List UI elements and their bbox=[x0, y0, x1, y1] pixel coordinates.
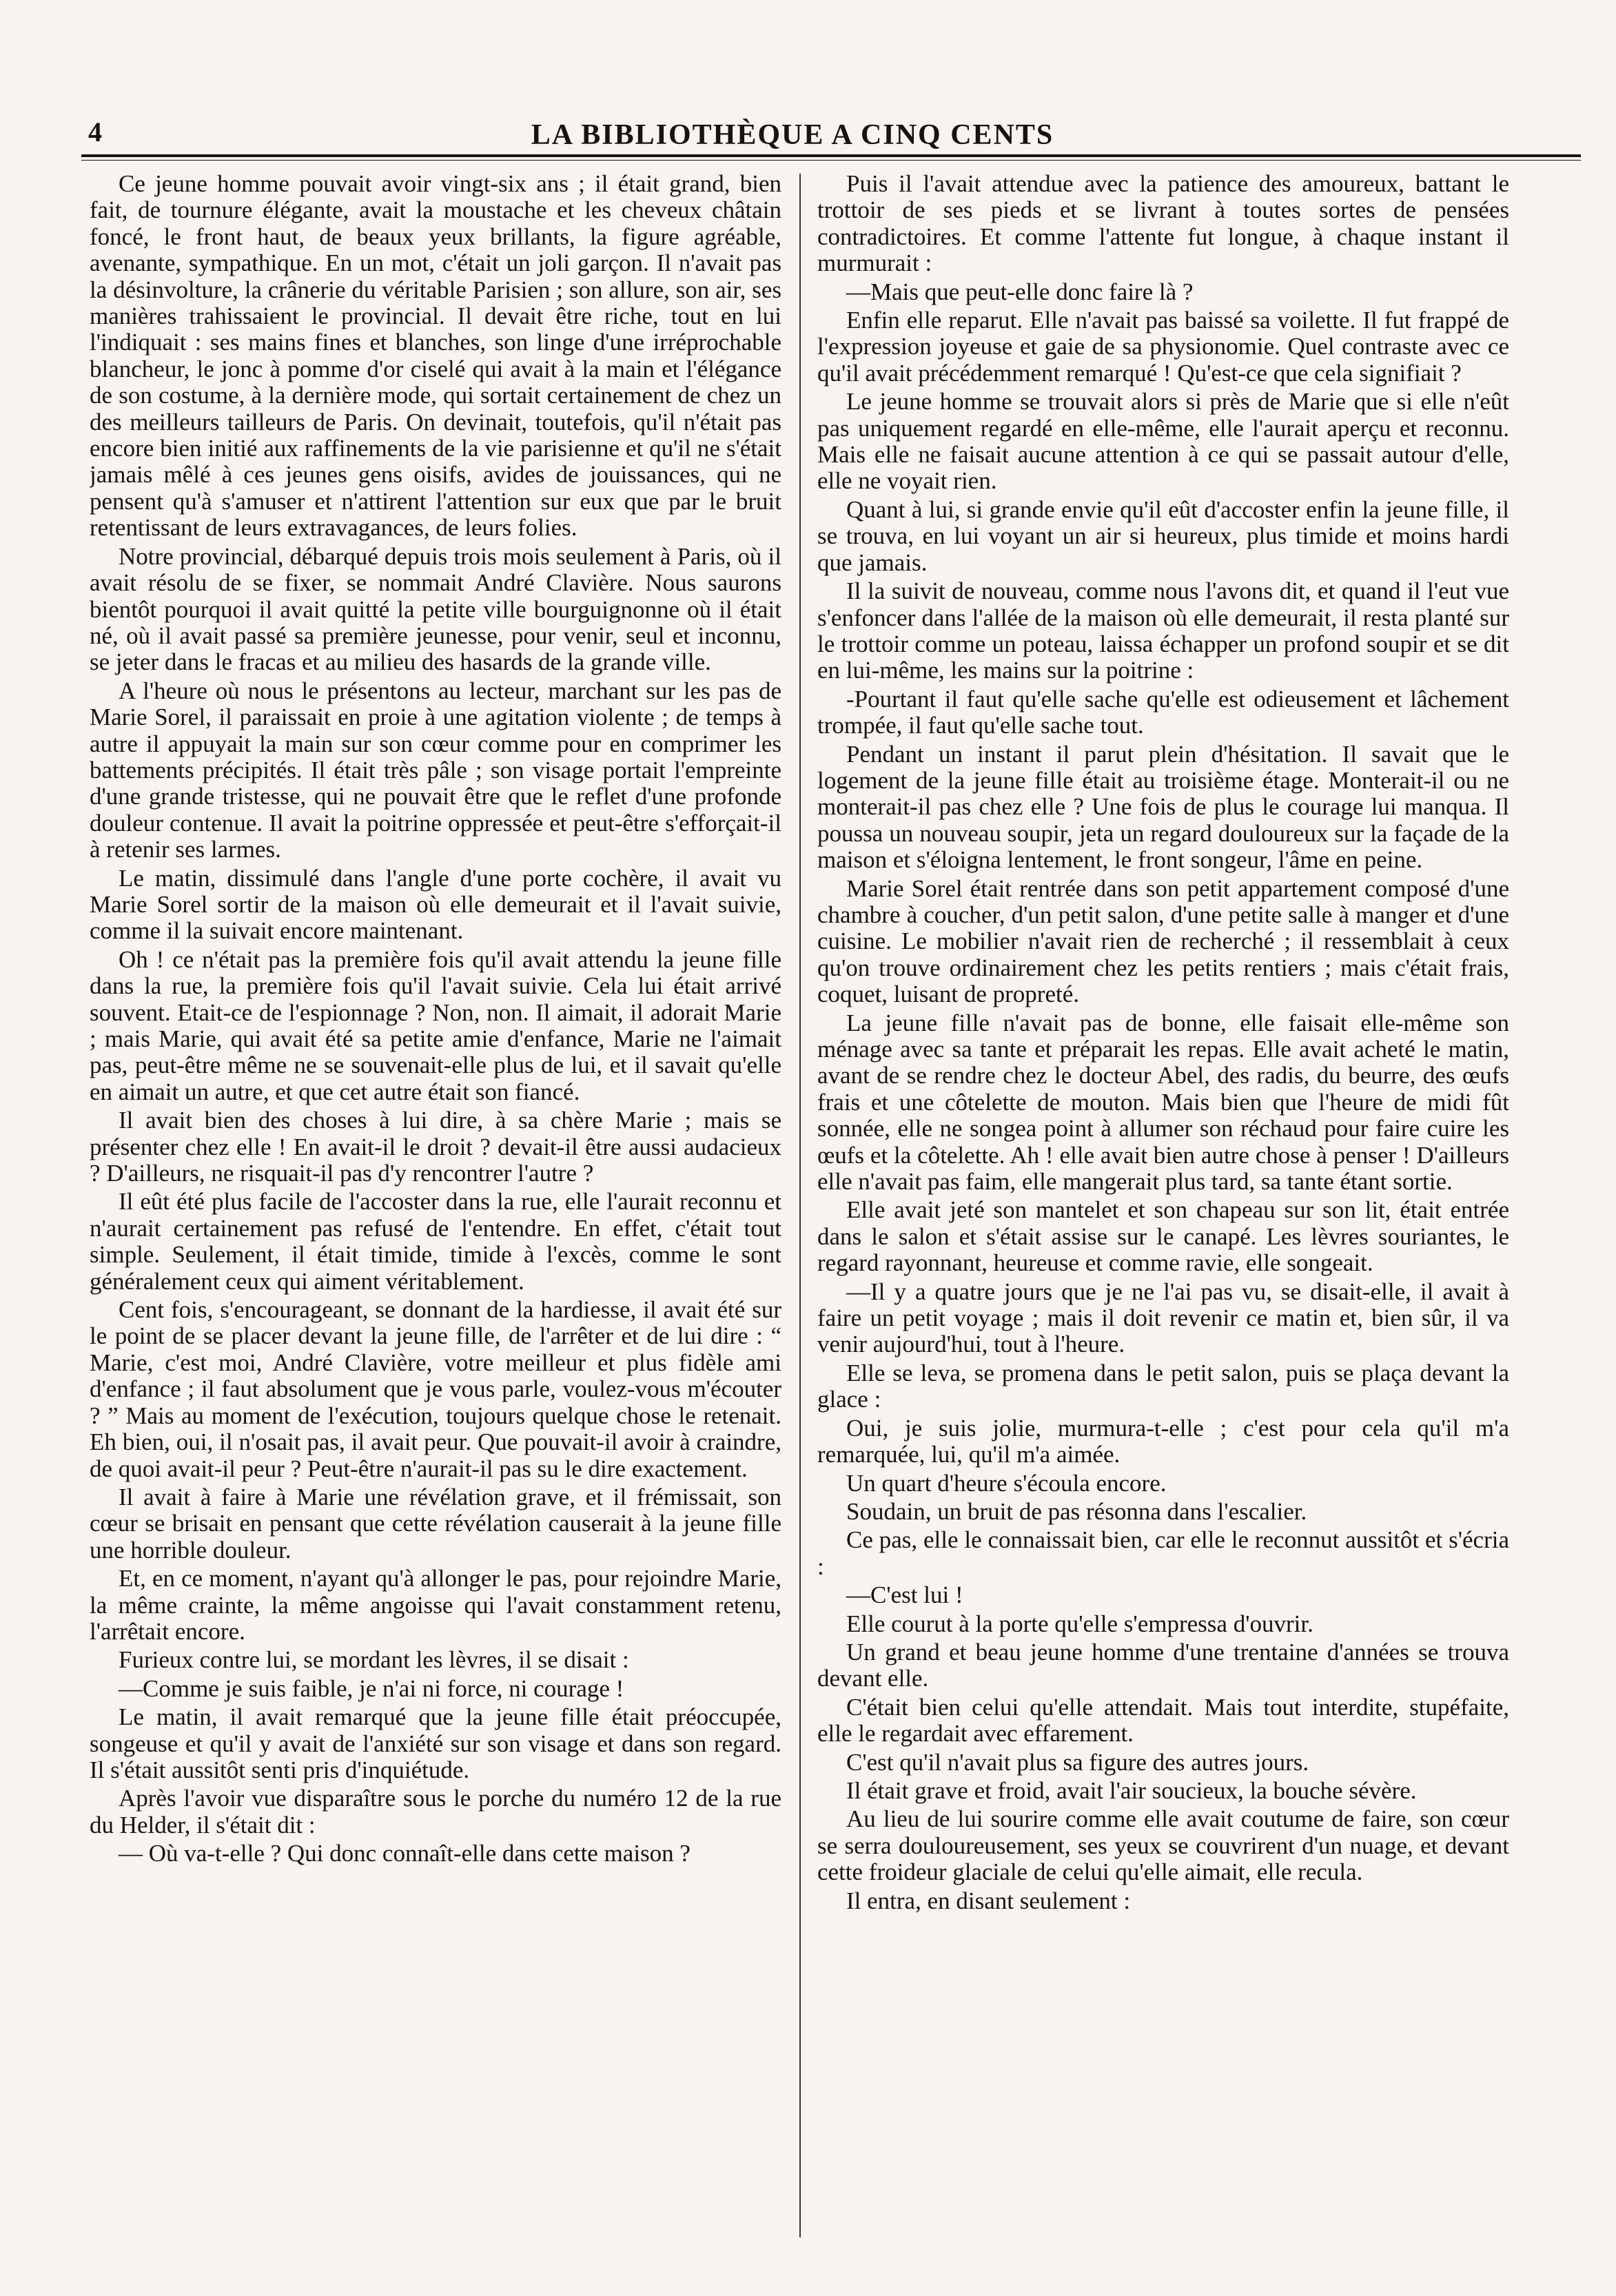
running-head: LA BIBLIOTHÈQUE A CINQ CENTS bbox=[531, 119, 1054, 151]
paragraph: Oui, je suis jolie, murmura-t-elle ; c'est pour cela qu'il m'a remarquée, lui, qu'il m'a aimée. bbox=[817, 1414, 1509, 1468]
right-column bbox=[817, 171, 1509, 2252]
paragraph: Elle courut à la porte qu'elle s'empressa d'ouvrir. bbox=[846, 1610, 1313, 1637]
paragraph: C'est qu'il n'avait plus sa figure des autres jours. bbox=[846, 1748, 1309, 1776]
paragraph: C'était bien celui qu'elle attendait. Mais tout interdite, stupéfaite, elle le regardait avec effarement. bbox=[817, 1693, 1509, 1747]
paragraph: Ce pas, elle le connaissait bien, car elle le reconnut aussitôt et s'écria : bbox=[817, 1526, 1509, 1580]
paragraph: Quant à lui, si grande envie qu'il eût d'accoster enfin la jeune fille, il se trouva, en lui voyant un air si heureux, plus timide et moins hardi que jamais. bbox=[817, 495, 1509, 576]
paragraph: Marie Sorel était rentrée dans son petit appartement composé d'une chambre à coucher, d'un petit salon, d'une petite salle à manger et d'une cuisine. Le mobilier n'avait rien de recherché ; il ressemblait à ceux qu'on trouve ordinairement chez les petits rentiers ; mais c'était frais, coquet, luisant de propreté. bbox=[817, 874, 1509, 1008]
paragraph: La jeune fille n'avait pas de bonne, elle faisait elle-même son ménage avec sa tante et préparait les repas. Elle avait acheté le matin, avant de se rendre chez le docteur Abel, des radis, du beurre, des œufs frais et une côtelette de mouton. Mais bien que l'heure de midi fût sonnée, elle ne songea point à allumer son réchaud pour faire cuire les œufs et la côtelette. Ah ! elle avait bien autre chose à penser ! D'ailleurs elle n'avait pas faim, elle mangerait plus tard, sa tante étant sortie. bbox=[817, 1009, 1509, 1196]
left-column bbox=[90, 171, 781, 2252]
paragraph: Après l'avoir vue disparaître sous le porche du numéro 12 de la rue du Helder, il s'était dit : bbox=[90, 1785, 781, 1838]
page-number: 4 bbox=[88, 116, 102, 147]
paragraph: Cent fois, s'encourageant, se donnant de la hardiesse, il avait été sur le point de se placer devant la jeune fille, de l'arrêter et de lui dire : “ Marie, c'est moi, André Clavière, votre meilleur et plus fidèle ami d'enfance ; il faut absolument que je vous parle, voulez-vous m'écouter ? ” Mais au moment de l'exécution, toujours quelque chose le retenait. Eh bien, oui, il n'osait pas, il avait peur. Que pouvait-il avoir à craindre, de quoi avait-il peur ? Peut-être n'aurait-il pas su le dire exactement. bbox=[90, 1296, 781, 1482]
paragraph: Ce jeune homme pouvait avoir vingt-six ans ; il était grand, bien fait, de tournure élégante, avait la moustache et les cheveux châtain foncé, le front haut, de beaux yeux brillants, la figure agréable, avenante, sympathique. En un mot, c'était un joli garçon. Il n'avait pas la désinvolture, la crânerie du véritable Parisien ; son allure, son air, ses manières trahissaient le provincial. Il devait être riche, tout en lui l'indiquait : ses mains fines et blanches, son linge d'une irréprochable blancheur, le jonc à pomme d'or ciselé qui avait à la main et l'élégance de son costume, à la dernière mode, qui sortait certainement de chez un des meilleurs tailleurs de Paris. On devinait, toutefois, qu'il n'était pas encore bien initié aux raffinements de la vie parisienne et qu'il ne s'était jamais mêlé à ces jeunes gens oisifs, avides de jouissances, qui ne pensent qu'à s'amuser et n'attirent l'attention sur eux que par le bruit retentissant de leurs extravagances, de leurs folies. bbox=[90, 171, 781, 542]
paragraph: Il avait bien des choses à lui dire, à sa chère Marie ; mais se présenter chez elle ! En avait-il le droit ? devait-il être aussi audacieux ? D'ailleurs, ne risquait-il pas d'y rencontrer l'autre ? bbox=[90, 1107, 781, 1187]
paragraph: Furieux contre lui, se mordant les lèvres, il se disait : bbox=[119, 1646, 629, 1674]
paragraph: Soudain, un bruit de pas résonna dans l'escalier. bbox=[846, 1497, 1307, 1525]
paragraph: Le matin, dissimulé dans l'angle d'une porte cochère, il avait vu Marie Sorel sortir de la maison où elle demeurait et il l'avait suivie, comme il la suivait encore maintenant. bbox=[90, 864, 781, 945]
paragraph: Il avait à faire à Marie une révélation grave, et il frémissait, son cœur se brisait en pensant que cette révélation causerait à la jeune fille une horrible douleur. bbox=[90, 1483, 781, 1564]
paragraph: Il la suivit de nouveau, comme nous l'avons dit, et quand il l'eut vue s'enfoncer dans l'allée de la maison où elle demeurait, il resta planté sur le trottoir comme un poteau, laissa échapper un profond soupir et se dit en lui-même, les mains sur la poitrine : bbox=[817, 577, 1509, 684]
paragraph: Il eût été plus facile de l'accoster dans la rue, elle l'aurait reconnu et n'aurait certainement pas refusé de l'entendre. En effet, c'était tout simple. Seulement, il était timide, timide à l'excès, comme le sont généralement ceux qui aiment véritablement. bbox=[90, 1188, 781, 1295]
paragraph: —C'est lui ! bbox=[846, 1581, 963, 1609]
paragraph: Un grand et beau jeune homme d'une trentaine d'années se trouva devant elle. bbox=[817, 1638, 1509, 1692]
paragraph: Pendant un instant il parut plein d'hésitation. Il savait que le logement de la jeune fille était au troisième étage. Monterait-il ou ne monterait-il pas chez elle ? Une fois de plus le courage lui manqua. Il poussa un nouveau soupir, jeta un regard douloureux sur la façade de la maison et s'éloigna lentement, le front songeur, l'âme en peine. bbox=[817, 740, 1509, 874]
paragraph: —Mais que peut-elle donc faire là ? bbox=[846, 278, 1194, 305]
paragraph: Puis il l'avait attendue avec la patience des amoureux, battant le trottoir de ses pieds et se livrant à toutes sortes de pensées contradictoires. Et comme l'attente fut longue, à chaque instant il murmurait : bbox=[817, 171, 1509, 277]
paragraph: Oh ! ce n'était pas la première fois qu'il avait attendu la jeune fille dans la rue, la première fois qu'il l'avait suivie. Cela lui était arrivé souvent. Etait-ce de l'espionnage ? Non, non. Il aimait, il adorait Marie ; mais Marie, qui avait été sa petite amie d'enfance, Marie ne l'aimait pas, peut-être même ne se souvenait-elle plus de lui, et il savait qu'elle en aimait un autre, et que cet autre était son fiancé. bbox=[90, 945, 781, 1105]
header-rule bbox=[81, 154, 1581, 157]
paragraph: A l'heure où nous le présentons au lecteur, marchant sur les pas de Marie Sorel, il paraissait en proie à une agitation violente ; de temps à autre il appuyait la main sur son cœur comme pour en comprimer les battements précipités. Il était très pâle ; son visage portait l'empreinte d'une grande tristesse, qui ne pouvait être que le reflet d'une profonde douleur contenue. Il avait la poitrine oppressée et peut-être s'efforçait-il à retenir ses larmes. bbox=[90, 677, 781, 863]
paragraph: Il était grave et froid, avait l'air soucieux, la bouche sévère. bbox=[846, 1776, 1417, 1804]
paragraph: Et, en ce moment, n'ayant qu'à allonger le pas, pour rejoindre Marie, la même crainte, la même angoisse qui l'avait constamment retenu, l'arrêtait encore. bbox=[90, 1565, 781, 1645]
paragraph: Enfin elle reparut. Elle n'avait pas baissé sa voilette. Il fut frappé de l'expression joyeuse et gaie de sa physionomie. Quel contraste avec ce qu'il avait précédemment remarqué ! Qu'est-ce que cela signifiait ? bbox=[817, 307, 1509, 387]
paragraph: Au lieu de lui sourire comme elle avait coutume de faire, son cœur se serra douloureusement, ses yeux se couvrirent d'un nuage, et devant cette froideur glaciale de celui qu'elle aimait, elle recula. bbox=[817, 1805, 1509, 1886]
paragraph: Elle se leva, se promena dans le petit salon, puis se plaça devant la glace : bbox=[817, 1359, 1509, 1413]
paragraph: Elle avait jeté son mantelet et son chapeau sur son lit, était entrée dans le salon et s'était assise sur le canapé. Les lèvres souriantes, le regard rayonnant, heureuse et comme ravie, elle songeait. bbox=[817, 1196, 1509, 1277]
header-rule-thin bbox=[81, 160, 1581, 161]
paragraph: -Pourtant il faut qu'elle sache qu'elle est odieusement et lâchement trompée, il faut qu'elle sache tout. bbox=[817, 685, 1509, 739]
paragraph: Notre provincial, débarqué depuis trois mois seulement à Paris, où il avait résolu de se fixer, se nommait André Clavière. Nous saurons bientôt pourquoi il avait quitté la petite ville bourguignonne où il était né, où il avait passé sa première jeunesse, pour venir, seul et inconnu, se jeter dans le fracas et au milieu des hasards de la grande ville. bbox=[90, 542, 781, 676]
paragraph: Un quart d'heure s'écoula encore. bbox=[846, 1469, 1167, 1497]
paragraph: — Où va-t-elle ? Qui donc connaît-elle dans cette maison ? bbox=[119, 1840, 691, 1867]
paragraph: —Comme je suis faible, je n'ai ni force, ni courage ! bbox=[119, 1674, 624, 1702]
paragraph: Le jeune homme se trouvait alors si près de Marie que si elle n'eût pas uniquement regardé en elle-même, elle l'aurait aperçu et reconnu. Mais elle ne faisait aucune attention à ce qui se passait autour d'elle, elle ne voyait rien. bbox=[817, 388, 1509, 495]
paragraph: Il entra, en disant seulement : bbox=[846, 1887, 1131, 1914]
paragraph: Le matin, il avait remarqué que la jeune fille était préoccupée, songeuse et qu'il y avait de l'anxiété sur son visage et dans son regard. Il s'était aussitôt senti pris d'inquiétude. bbox=[90, 1703, 781, 1783]
paragraph: —Il y a quatre jours que je ne l'ai pas vu, se disait-elle, il avait à faire un petit voyage ; mais il doit revenir ce matin et, bien sûr, il va venir aujourd'hui, tout à l'heure. bbox=[817, 1278, 1509, 1358]
column-divider bbox=[799, 174, 801, 2237]
